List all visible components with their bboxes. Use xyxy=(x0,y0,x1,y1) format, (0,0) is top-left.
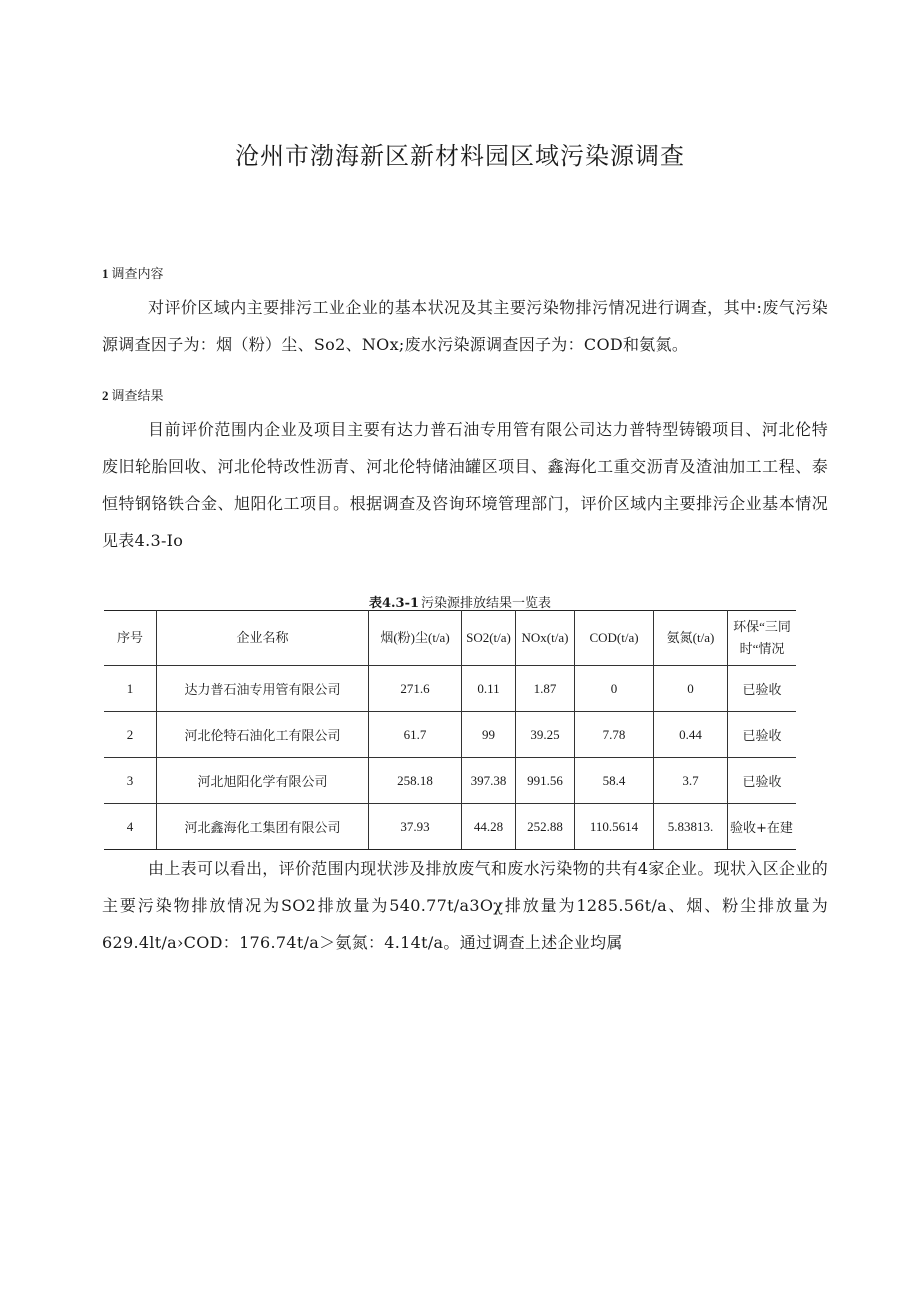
pollution-table xyxy=(104,610,796,850)
section-1-title: 调查内容 xyxy=(111,267,164,282)
cell-ammonia: 3.7 xyxy=(654,758,728,804)
cell-so2: 44.28 xyxy=(462,804,516,850)
header-status: 环保“三同时“情况 xyxy=(728,611,797,666)
cell-dust: 37.93 xyxy=(369,804,462,850)
table-row xyxy=(104,712,796,758)
cell-so2: 0.11 xyxy=(462,666,516,712)
cell-status: 已验收 xyxy=(728,712,797,758)
table-row xyxy=(104,804,796,850)
table-header-row xyxy=(104,611,796,666)
header-nox: NOx(t/a) xyxy=(516,611,575,666)
cell-index: 2 xyxy=(104,712,157,758)
cell-dust: 271.6 xyxy=(369,666,462,712)
cell-status: 已验收 xyxy=(728,758,797,804)
section-1-heading xyxy=(102,263,164,282)
cell-ammonia: 5.83813. xyxy=(654,804,728,850)
cell-index: 1 xyxy=(104,666,157,712)
cell-nox: 991.56 xyxy=(516,758,575,804)
cell-status: 验收+在建 xyxy=(728,804,797,850)
page-title: 沧州市渤海新区新材料园区域污染源调查 xyxy=(235,142,685,170)
cell-so2: 397.38 xyxy=(462,758,516,804)
cell-ammonia: 0 xyxy=(654,666,728,712)
section-1-number: 1 xyxy=(102,266,109,281)
cell-nox: 1.87 xyxy=(516,666,575,712)
table-caption-number: 表4.3-1 xyxy=(368,596,420,611)
header-dust: 烟(粉)尘(t/a) xyxy=(369,611,462,666)
cell-ammonia: 0.44 xyxy=(654,712,728,758)
cell-status: 已验收 xyxy=(728,666,797,712)
cell-index: 4 xyxy=(104,804,157,850)
header-ammonia: 氨氮(t/a) xyxy=(654,611,728,666)
section-2-body: 目前评价范围内企业及项目主要有达力普石油专用管有限公司达力普特型铸锻项目、河北伦特废旧轮胎回收、河北伦特改性沥青、河北伦特储油罐区项目、鑫海化工重交沥青及渣油加工工程、泰恒特钢铬铁合金、旭阳化工项目。根据调查及咨询环境管理部门，评价区域内主要排污企业基本情况见表4.3-Io xyxy=(102,420,828,550)
table-caption-text: 污染源排放结果一览表 xyxy=(421,596,552,611)
section-2-title: 调查结果 xyxy=(111,389,164,404)
cell-company: 达力普石油专用管有限公司 xyxy=(157,666,369,712)
header-index: 序号 xyxy=(104,611,157,666)
cell-cod: 110.5614 xyxy=(575,804,654,850)
cell-cod: 58.4 xyxy=(575,758,654,804)
table-caption xyxy=(0,592,920,611)
section-2-heading xyxy=(102,385,164,404)
cell-nox: 252.88 xyxy=(516,804,575,850)
header-company: 企业名称 xyxy=(157,611,369,666)
cell-cod: 7.78 xyxy=(575,712,654,758)
section-1-body: 对评价区域内主要排污工业企业的基本状况及其主要污染物排污情况进行调查，其中:废气污染源调查因子为：烟（粉）尘、So2、NOx;废水污染源调查因子为：COD和氨氮。 xyxy=(102,298,828,354)
header-cod: COD(t/a) xyxy=(575,611,654,666)
cell-company: 河北伦特石油化工有限公司 xyxy=(157,712,369,758)
conclusion-paragraph: 由上表可以看出，评价范围内现状涉及排放废气和废水污染物的共有4家企业。现状入区企业的主要污染物排放情况为SO2排放量为540.77t/a3Oχ排放量为1285.56t/a、烟、粉尘排放量为629.4lt/a›COD：176.74t/a＞氨氮：4.14t/a。通过调查上述企业均属 xyxy=(102,859,828,952)
cell-dust: 61.7 xyxy=(369,712,462,758)
table-row xyxy=(104,666,796,712)
cell-company: 河北旭阳化学有限公司 xyxy=(157,758,369,804)
cell-index: 3 xyxy=(104,758,157,804)
cell-so2: 99 xyxy=(462,712,516,758)
cell-dust: 258.18 xyxy=(369,758,462,804)
header-so2: SO2(t/a) xyxy=(462,611,516,666)
cell-cod: 0 xyxy=(575,666,654,712)
cell-nox: 39.25 xyxy=(516,712,575,758)
table-row xyxy=(104,758,796,804)
cell-company: 河北鑫海化工集团有限公司 xyxy=(157,804,369,850)
section-2-number: 2 xyxy=(102,388,109,403)
